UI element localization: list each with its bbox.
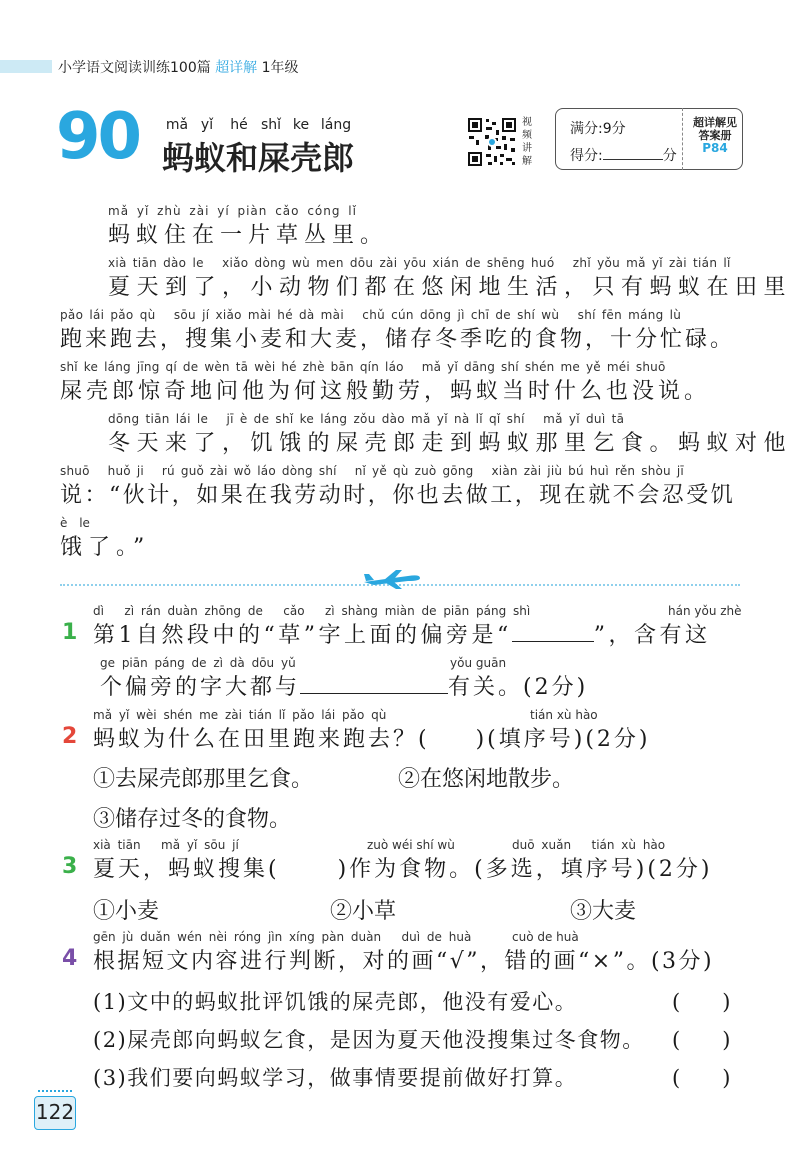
question-text: )作为食物。(多选，填序号)(2分) [337,857,713,882]
qr-video-label: 视频讲解 [522,117,532,167]
book-title: 小学语文阅读训练100篇 [58,60,211,76]
passage-line [60,308,735,353]
airplane-icon [362,568,422,590]
judgement-item: (3)我们要向蚂蚁学习，做事情要提前做好打算。 [93,1066,578,1090]
title-pinyin-syllable: láng [320,117,352,133]
edition-label: 超详解 [215,60,258,76]
judgement-paren[interactable]: ( ) [672,1028,731,1052]
option: ①去屎壳郎那里乞食。 [93,767,314,792]
lesson-number: 90 [56,100,140,174]
question-number: 4 [62,946,78,971]
passage-line [60,516,150,561]
pinyin-row: gēn jù duǎn wén nèi róng jìn xíng pàn duàn duì de huà [93,930,472,944]
score-label: 得分: [570,148,603,164]
question-number: 3 [62,854,78,879]
option: ③储存过冬的食物。 [93,807,292,832]
pinyin-row: dōng tiān lái le jī è de shǐ ke láng zǒu dào mǎ yǐ nà lǐ qǐ shí mǎ yǐ duì tā [108,412,625,426]
judgement-item: (2)屎壳郎向蚂蚁乞食，是因为夏天他没搜集过冬食物。 [93,1028,645,1052]
pinyin-row: pǎo lái pǎo qù sōu jí xiǎo mài hé dà mài chǔ cún dōng jì chī de shí wù shí fēn máng lù [60,308,682,322]
option: ③大麦 [570,899,637,924]
passage-line [60,464,735,509]
passage-text: 蚂蚁住在一片草丛里。 [108,223,389,248]
lesson-title: 蚂蚁和屎壳郎 [162,139,355,177]
option: ②在悠闲地散步。 [398,767,575,792]
question-text: 个偏旁的字大都与 [100,675,301,700]
header-band [0,60,52,73]
pinyin-row: shuō huǒ ji rú guǒ zài wǒ láo dòng shí nǐ yě qù zuò gōng xiàn zài jiù bú huì rěn shòu jī [60,464,684,478]
pinyin-row: tián xù hào [530,708,598,722]
score-unit: 分 [662,148,677,164]
pinyin-row: xià tiān mǎ yǐ sōu jí [93,838,239,852]
score-blank[interactable] [603,145,663,160]
pinyin-row: cuò de huà [512,930,579,944]
pinyin-row: yǒu guān [450,656,507,670]
passage-text: 饿了。” [60,535,151,560]
grade-label: 1年级 [261,60,299,76]
passage-text: 夏天到了，小动物们都在悠闲地生活，只有蚂蚁在田里 [108,275,793,300]
pinyin-row: ge piān páng de zì dà dōu yǔ [100,656,296,670]
pinyin-row: hán yǒu zhè [668,604,742,618]
answer-reference [686,116,744,155]
question-text: 夏天，蚂蚁搜集( [93,857,280,882]
question-text: 根据短文内容进行判断，对的画“√”，错的画“×”。(3分) [93,949,715,974]
passage-text: 冬天来了，饥饿的屎壳郎走到蚂蚁那里乞食。蚂蚁对他 [108,431,793,456]
full-score: 满分:9分 [570,121,626,137]
qr-code-icon[interactable] [466,116,518,168]
answer-blank[interactable] [300,675,448,694]
question-text: 有关。(2分) [448,675,589,700]
answer-blank[interactable] [512,623,594,642]
pinyin-row: duō xuǎn tián xù hào [512,838,666,852]
judgement-paren[interactable]: ( ) [672,990,731,1014]
question-text: 蚂蚁为什么在田里跑来跑去？( [93,727,430,752]
score-line [570,145,677,165]
question-1-line-1 [93,604,711,649]
passage-text: 说：“伙计，如果在我劳动时，你也去做工，现在就不会忍受饥 [60,483,736,508]
pinyin-row: zuò wéi shí wù [367,838,455,852]
page-number: 122 [34,1096,76,1130]
passage-line [108,256,792,301]
option: ①小麦 [93,899,160,924]
question-text: ”，含有这 [593,623,711,648]
question-text: )(填序号)(2分) [475,727,651,752]
judgement-paren[interactable]: ( ) [672,1066,731,1090]
title-pinyin-syllable: mǎ [165,117,189,133]
passage-text: 跑来跑去，搜集小麦和大麦，储存冬季吃的食物，十分忙碌。 [60,327,736,352]
passage-text: 屎壳郎惊奇地问他为何这般勤劳，蚂蚁当时什么也没说。 [60,379,711,404]
question-number: 1 [62,620,78,645]
question-text: 第1自然段中的“草”字上面的偏旁是“ [93,623,512,648]
pinyin-row: dì zì rán duàn zhōng de cǎo zì shàng miàn de piān páng shì [93,604,531,618]
passage-line [108,204,388,249]
question-1-line-2 [100,656,588,701]
pinyin-row: mǎ yǐ zhù zài yí piàn cǎo cóng lǐ [108,204,357,218]
answer-ref-page: P84 [702,141,728,155]
option: ②小草 [330,899,397,924]
title-pinyin-syllable: ke [292,117,310,133]
title-pinyin-syllable: yǐ [200,117,214,133]
pinyin-row: shǐ ke láng jīng qí de wèn tā wèi hé zhè bān qín láo mǎ yǐ dāng shí shén me yě méi shuō [60,360,666,374]
question-number: 2 [62,724,78,749]
pinyin-row: xià tiān dào le xiǎo dòng wù men dōu zài yōu xián de shēng huó zhǐ yǒu mǎ yǐ zài tián lǐ [108,256,731,270]
judgement-item: (1)文中的蚂蚁批评饥饿的屎壳郎，他没有爱心。 [93,990,578,1014]
title-pinyin-syllable: shǐ [260,117,282,133]
title-pinyin-syllable: hé [230,117,248,133]
answer-ref-line1: 超详解见 [693,116,737,129]
passage-line [60,360,710,405]
lesson-title-block [162,117,356,179]
passage-line [108,412,792,457]
answer-ref-line2: 答案册 [698,129,732,142]
title-pinyin [162,117,356,133]
pinyin-row: è le [60,516,90,530]
book-header [58,57,299,77]
score-divider [682,108,683,170]
question-4-line [93,930,714,975]
pinyin-row: mǎ yǐ wèi shén me zài tián lǐ pǎo lái pǎo qù [93,708,387,722]
